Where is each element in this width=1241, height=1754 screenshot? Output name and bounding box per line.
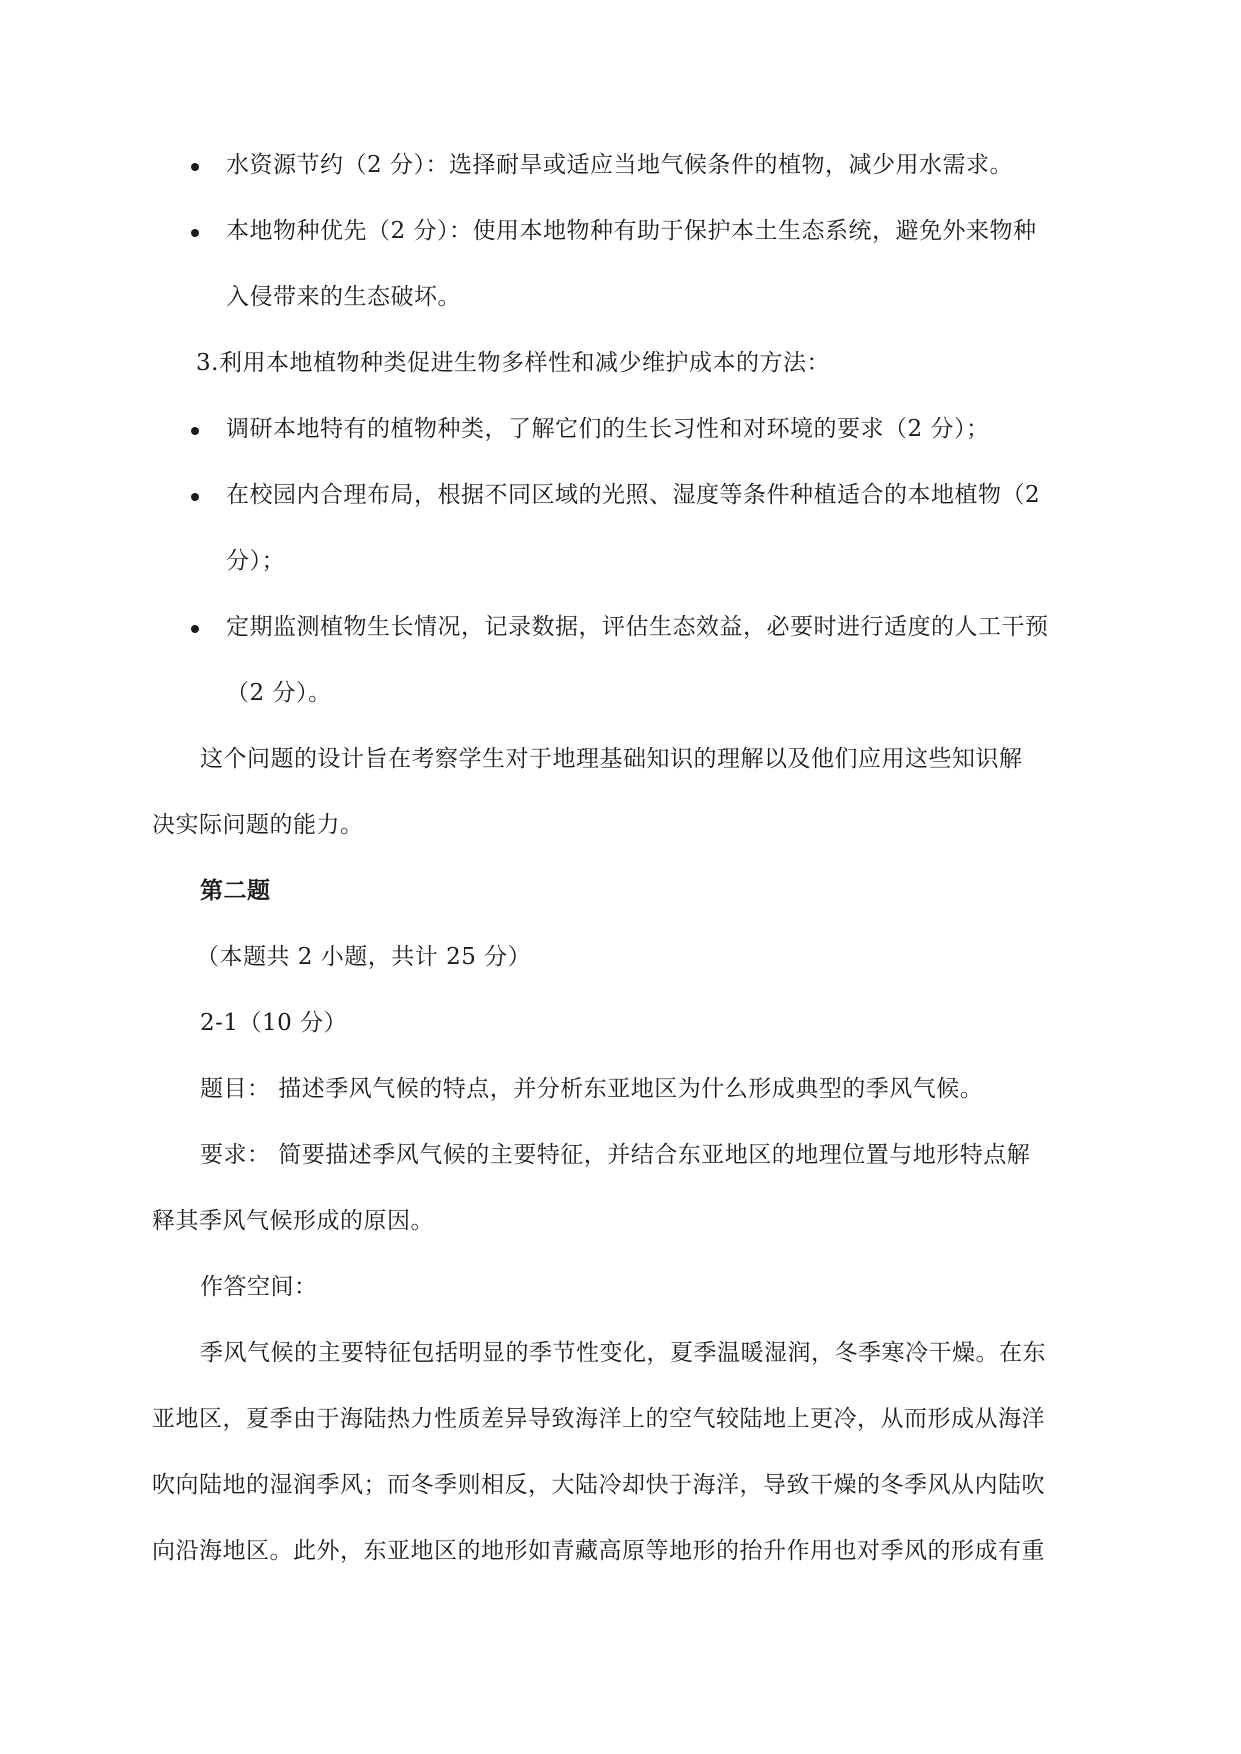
section-3-title: 3.利用本地植物种类促进生物多样性和减少维护成本的方法： — [196, 350, 830, 376]
bullet-water-saving: 水资源节约（2 分）：选择耐旱或适应当地气候条件的植物，减少用水需求。 — [226, 152, 1013, 178]
bullet-dot — [191, 229, 199, 237]
bullet-dot — [191, 493, 199, 501]
bullet-dot — [191, 625, 199, 633]
requirement-text: 要求： 简要描述季风气候的主要特征，并结合东亚地区的地理位置与地形特点解 — [200, 1142, 1031, 1168]
method-layout: 在校园内合理布局，根据不同区域的光照、湿度等条件种植适合的本地植物（2 — [226, 482, 1041, 508]
answer-line: 亚地区，夏季由于海陆热力性质差异导致海洋上的空气较陆地上更冷，从而形成从海洋 — [152, 1406, 1045, 1432]
question-2-note: （本题共 2 小题，共计 25 分） — [196, 944, 532, 970]
method-monitor-cont: （2 分）。 — [226, 680, 332, 706]
answer-label: 作答空间： — [200, 1274, 318, 1300]
bullet-dot — [191, 163, 199, 171]
summary-paragraph: 这个问题的设计旨在考察学生对于地理基础知识的理解以及他们应用这些知识解 — [200, 746, 1023, 772]
answer-line: 吹向陆地的湿润季风；而冬季则相反，大陆冷却快于海洋，导致干燥的冬季风从内陆吹 — [152, 1472, 1045, 1498]
answer-line: 季风气候的主要特征包括明显的季节性变化，夏季温暖湿润，冬季寒冷干燥。在东 — [200, 1340, 1046, 1366]
method-layout-cont: 分）； — [226, 548, 285, 574]
sub-question-title: 2-1（10 分） — [200, 1010, 348, 1036]
question-2-heading: 第二题 — [200, 877, 271, 904]
bullet-dot — [191, 427, 199, 435]
method-monitor: 定期监测植物生长情况，记录数据，评估生态效益，必要时进行适度的人工干预 — [226, 614, 1049, 640]
requirement-text-cont: 释其季风气候形成的原因。 — [152, 1208, 434, 1234]
answer-line: 向沿海地区。此外，东亚地区的地形如青藏高原等地形的抬升作用也对季风的形成有重 — [152, 1538, 1045, 1564]
question-text: 题目： 描述季风气候的特点，并分析东亚地区为什么形成典型的季风气候。 — [200, 1076, 984, 1102]
summary-paragraph-cont: 决实际问题的能力。 — [152, 812, 364, 838]
method-survey: 调研本地特有的植物种类，了解它们的生长习性和对环境的要求（2 分）； — [226, 416, 990, 442]
bullet-local-species-cont: 入侵带来的生态破坏。 — [226, 284, 461, 310]
bullet-local-species: 本地物种优先（2 分）：使用本地物种有助于保护本土生态系统，避免外来物种 — [226, 218, 1037, 244]
